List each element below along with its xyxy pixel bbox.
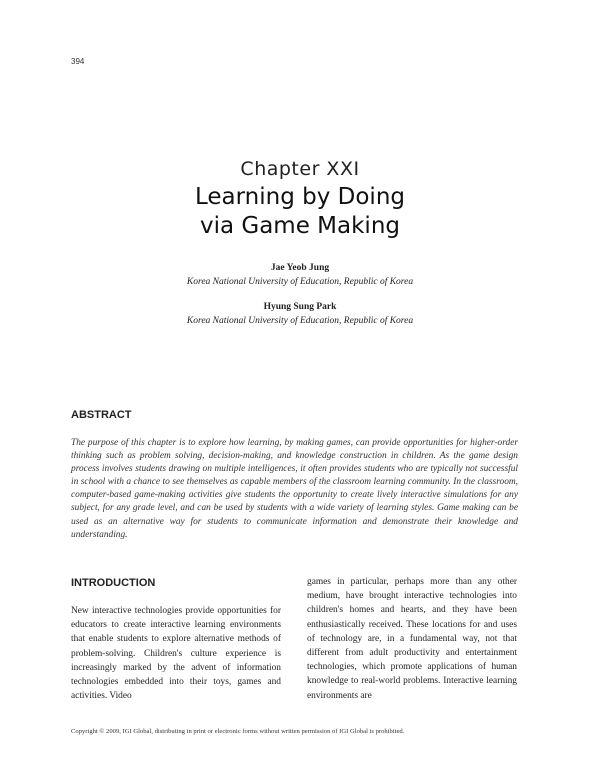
introduction-left-column: New interactive technologies provide opportunities for educators to create interactive learning environments that enable students to explore alternative methods of problem-solving. Children's culture experience is increasingly marked by the advent of information technologies embedded into their toys, games and activities. Video [71,606,281,702]
author-name: Jae Yeob Jung [270,263,330,273]
author-name: Hyung Sung Park [263,302,337,312]
introduction-heading: INTRODUCTION [71,577,156,589]
author-affiliation: Korea National University of Education, Republic of Korea [186,277,414,287]
abstract-text: The purpose of this chapter is to explore how learning, by making games, can provide opportunities for higher-order thinking such as problem solving, decision-making, and knowledge construction in children. As the game design process involves students drawing on multiple intelligences, it often provides students who are typically not successful in school with a chance to see themselves as capable members of the classroom learning community. In the classroom, computer-based game-making activities give students the opportunity to create lively interactive simulations for any subject, for any grade level, and can be used by students with a wide variety of learning styles. Game making can be used as an alternative way for students to communicate information and demonstrate their knowledge and understanding. [71,438,518,540]
chapter-title [0,183,600,241]
page-number: 394 [71,57,85,66]
copyright-footer: Copyright © 2009, IGI Global, distributing in print or electronic forms without written permission of IGI Global is prohibited. [71,728,405,735]
introduction-right-column: games in particular, perhaps more than any other medium, have brought interactive technologies into children's homes and hearts, and they have been enthusiastically received. These locations for and uses of technology are, in a fundamental way, not that different from adult productivity and entertainment technologies, which promote applications of human knowledge to real-world problems. Interactive learning environments are [307,577,517,701]
chapter-title-line-2: via Game Making [199,213,400,239]
chapter-label: Chapter XXI [240,158,360,180]
abstract-heading: ABSTRACT [71,409,132,421]
author-affiliation: Korea National University of Education, Republic of Korea [186,316,414,326]
chapter-title-line-1: Learning by Doing [194,184,406,210]
